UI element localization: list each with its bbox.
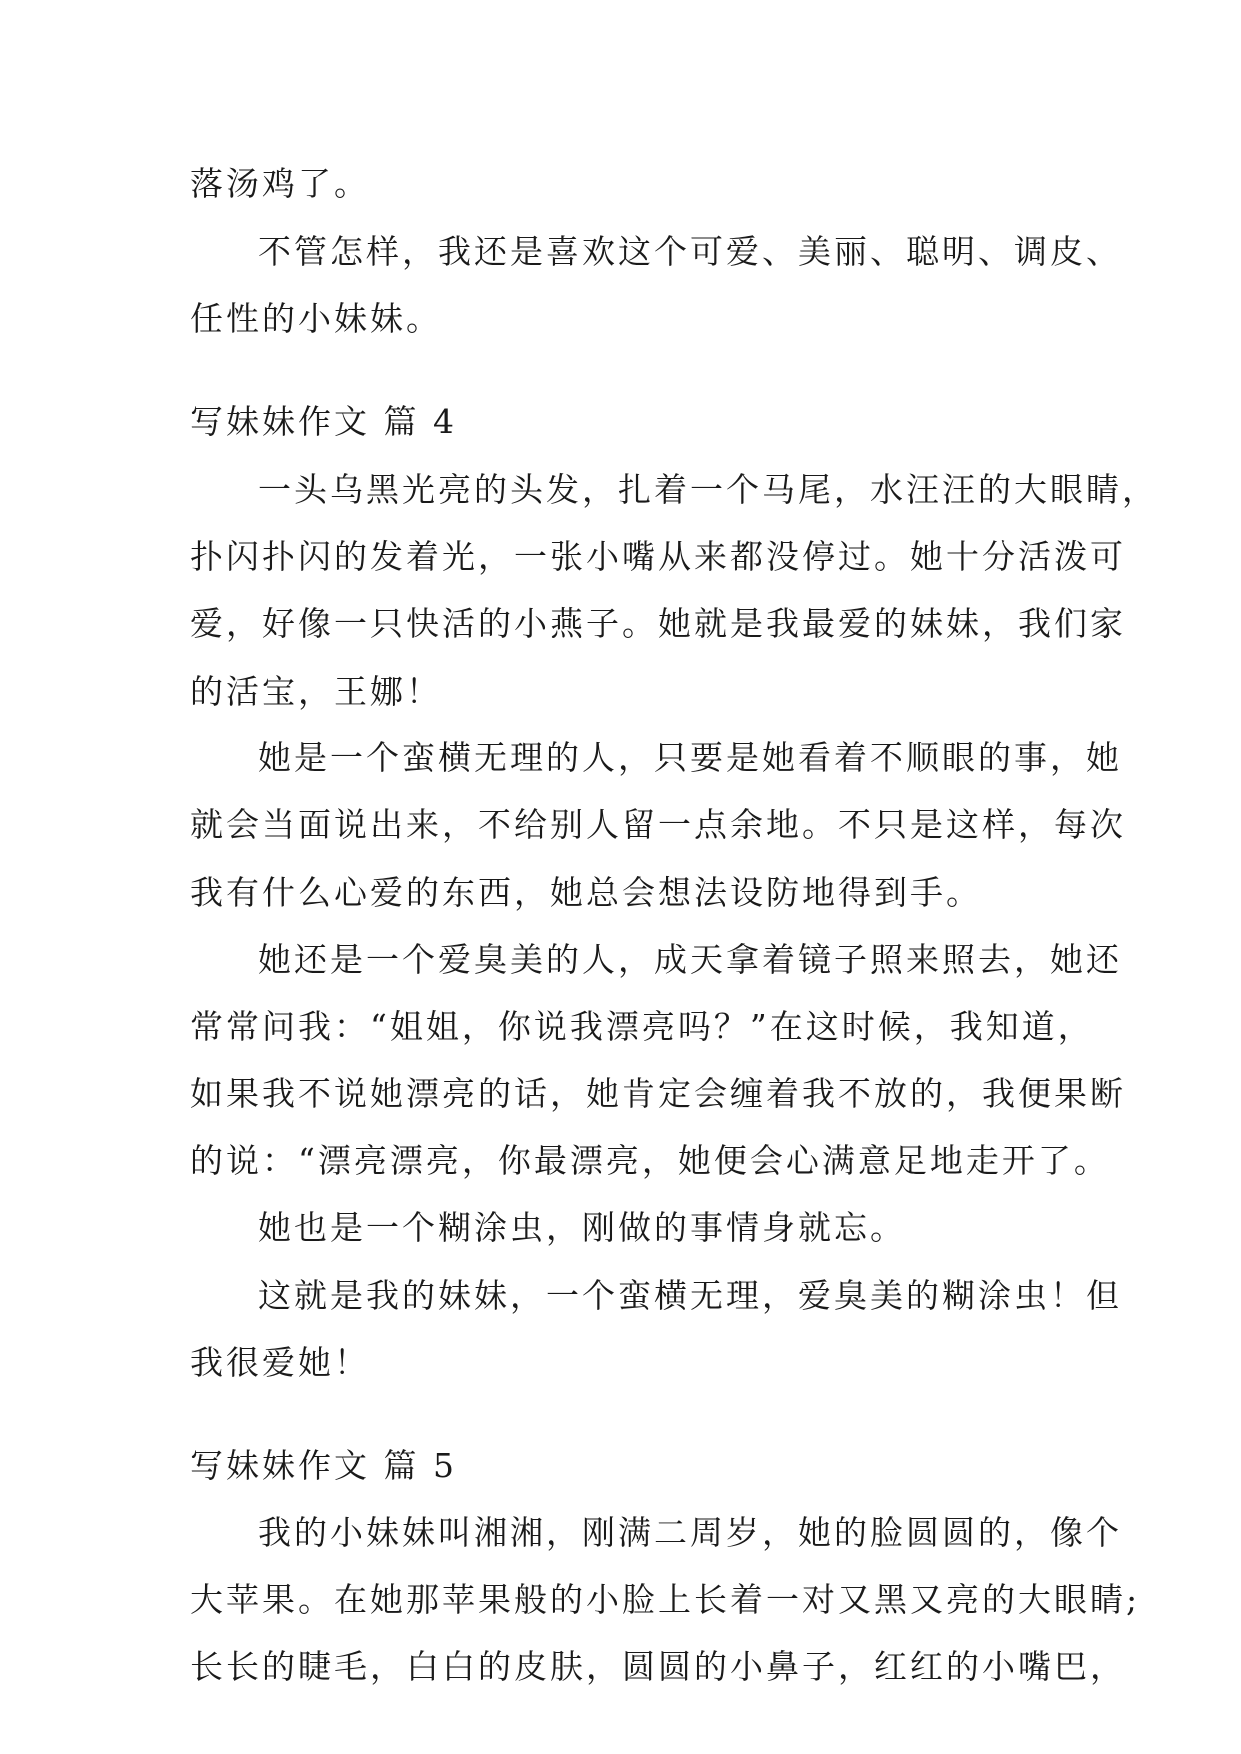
text-line: 我很爱她！ xyxy=(190,1343,370,1382)
text-line: 这就是我的妹妹，一个蛮横无理，爱臭美的糊涂虫！但 xyxy=(258,1276,1122,1315)
text-line: 我的小妹妹叫湘湘，刚满二周岁，她的脸圆圆的，像个 xyxy=(258,1513,1122,1552)
text-line: 一头乌黑光亮的头发，扎着一个马尾，水汪汪的大眼睛， xyxy=(258,470,1158,509)
text-line: 我有什么心爱的东西，她总会想法设防地得到手。 xyxy=(190,873,982,912)
text-line: 如果我不说她漂亮的话，她肯定会缠着我不放的，我便果断 xyxy=(190,1074,1126,1113)
text-line: 大苹果。在她那苹果般的小脸上长着一对又黑又亮的大眼睛; xyxy=(190,1580,1141,1619)
text-line: 就会当面说出来，不给别人留一点余地。不只是这样，每次 xyxy=(190,805,1126,844)
text-line: 落汤鸡了。 xyxy=(190,164,370,203)
text-line: 扑闪扑闪的发着光，一张小嘴从来都没停过。她十分活泼可 xyxy=(190,537,1126,576)
text-line: 她也是一个糊涂虫，刚做的事情身就忘。 xyxy=(258,1208,906,1247)
text-line: 任性的小妹妹。 xyxy=(190,299,442,338)
section-heading: 写妹妹作文 篇 5 xyxy=(190,1446,457,1485)
text-line: 的说：“漂亮漂亮，你最漂亮，她便会心满意足地走开了。 xyxy=(190,1141,1110,1180)
section-heading: 写妹妹作文 篇 4 xyxy=(190,402,457,441)
text-line: 她是一个蛮横无理的人，只要是她看着不顺眼的事，她 xyxy=(258,738,1122,777)
text-line: 她还是一个爱臭美的人，成天拿着镜子照来照去，她还 xyxy=(258,940,1122,979)
text-line: 常常问我：“姐姐，你说我漂亮吗？”在这时候，我知道， xyxy=(190,1007,1094,1046)
text-line: 的活宝，王娜！ xyxy=(190,672,442,711)
text-line: 爱，好像一只快活的小燕子。她就是我最爱的妹妹，我们家 xyxy=(190,604,1126,643)
text-line: 长长的睫毛，白白的皮肤，圆圆的小鼻子，红红的小嘴巴， xyxy=(190,1647,1126,1686)
text-line: 不管怎样，我还是喜欢这个可爱、美丽、聪明、调皮、 xyxy=(258,232,1122,271)
